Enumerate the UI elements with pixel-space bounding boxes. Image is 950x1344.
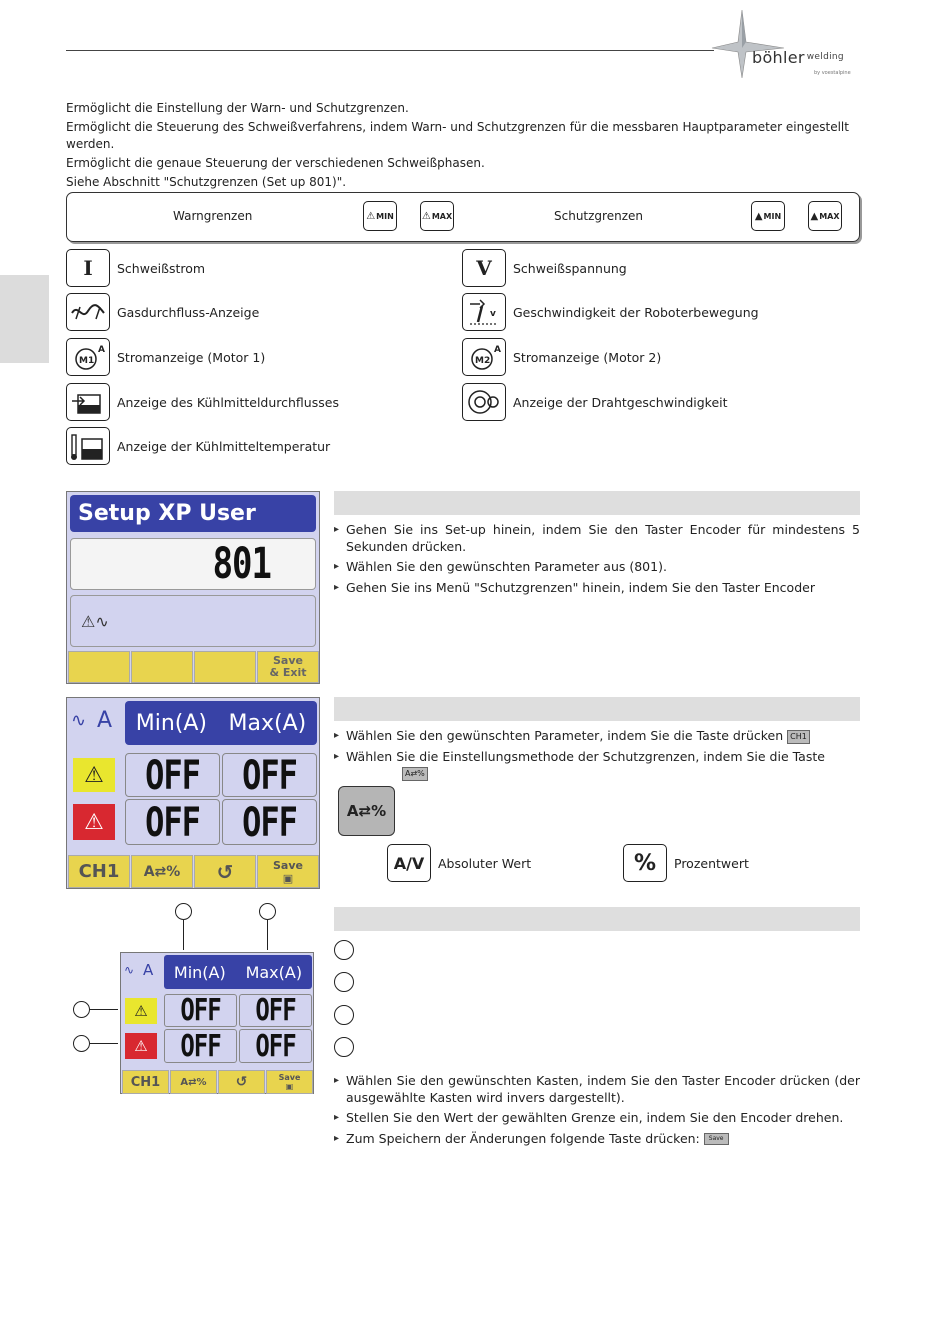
current-icon: I xyxy=(66,249,110,287)
warn-max-box[interactable]: OFF xyxy=(222,753,317,797)
param-label: Schweißstrom xyxy=(117,260,206,276)
param-coolant-flow xyxy=(66,383,339,421)
chapter-tab xyxy=(0,275,49,363)
warn-limits-label: Warngrenzen xyxy=(173,209,253,223)
param-wire-speed xyxy=(462,383,728,421)
lcd-setup-screen xyxy=(66,491,320,684)
svg-text:A: A xyxy=(98,345,105,355)
lcd-param-box xyxy=(70,595,316,647)
param-label: Stromanzeige (Motor 2) xyxy=(513,349,662,365)
min-label: Min(A) xyxy=(135,710,208,736)
prot-max-box[interactable]: OFF xyxy=(239,1029,312,1063)
header-rule xyxy=(66,50,714,51)
lcd-value-box xyxy=(70,538,316,590)
step3-item: ▸ Wählen Sie den gewünschten Kasten, indem Sie den Taster Encoder drücken (der ausgewählte Kasten wird invers dargestellt). xyxy=(334,1073,860,1106)
absolute-value-icon: A/V xyxy=(387,844,431,882)
param-label: Gasdurchfluss-Anzeige xyxy=(117,304,260,320)
legend-circle xyxy=(334,1037,354,1057)
warn-max-icon: ⚠ MAX xyxy=(420,201,454,231)
param-motor1 xyxy=(66,338,265,376)
prot-max-icon: ▲ MAX xyxy=(808,201,842,231)
coolant-flow-icon xyxy=(66,383,110,421)
lcd-title: Setup XP User xyxy=(70,495,316,532)
callout-line xyxy=(90,1043,118,1044)
a-percent-key-icon: A⇄% xyxy=(402,767,428,781)
step3-item: ▸ Zum Speichern der Änderungen folgende Taste drücken: Save xyxy=(334,1131,860,1148)
ch1-key-icon: CH1 xyxy=(787,730,810,744)
prot-limits-label: Schutzgrenzen xyxy=(554,209,643,223)
bohler-logo xyxy=(706,8,876,80)
undo-icon[interactable]: ↺ xyxy=(194,855,256,888)
brand-suffix: welding xyxy=(806,52,844,62)
gas-flow-icon: ∿ xyxy=(71,710,87,731)
prot-min-box[interactable]: OFF xyxy=(164,1029,237,1063)
param-coolant-temp xyxy=(66,427,330,465)
motor1-icon xyxy=(66,338,110,376)
step1-list xyxy=(334,522,860,600)
param-gas-flow xyxy=(66,293,259,331)
step2-item: ▸ Wählen Sie den gewünschten Parameter, indem Sie die Taste drücken CH1 xyxy=(334,728,860,745)
param-label: Schweißspannung xyxy=(513,260,627,276)
coolant-temp-icon xyxy=(66,427,110,465)
limits-legend xyxy=(66,192,860,242)
warning-icon: ⚠ xyxy=(73,758,115,792)
step3-list xyxy=(334,1073,860,1151)
svg-text:A: A xyxy=(494,345,501,355)
lcd-header: Min(A) Max(A) xyxy=(164,955,312,989)
warn-max-box[interactable]: OFF xyxy=(239,994,312,1027)
prot-min-box[interactable]: OFF xyxy=(125,799,220,845)
save-key-icon: Save xyxy=(704,1133,729,1145)
legend-circle xyxy=(334,940,354,960)
param-label: Anzeige der Drahtgeschwindigkeit xyxy=(513,394,728,410)
step1-item: ▸ Gehen Sie ins Menü "Schutzgrenzen" hinein, indem Sie den Taster Encoder xyxy=(334,580,860,597)
warning-icon: ⚠ xyxy=(125,998,157,1024)
wire-speed-icon xyxy=(462,383,506,421)
floppy-icon: ▣ xyxy=(282,871,294,885)
absolute-value-label: Absoluter Wert xyxy=(438,856,532,871)
legend-circle xyxy=(334,1005,354,1025)
intro-line: Siehe Abschnitt "Schutzgrenzen (Set up 801)". xyxy=(66,175,347,189)
percent-value-label: Prozentwert xyxy=(674,856,749,871)
lcd-limits-screen xyxy=(66,697,320,889)
param-label: Stromanzeige (Motor 1) xyxy=(117,349,266,365)
param-motor2 xyxy=(462,338,661,376)
gas-flow-icon: ∿ xyxy=(124,963,135,977)
callout-line xyxy=(267,920,268,950)
lcd-unit: A xyxy=(97,708,113,733)
lcd-header xyxy=(125,701,317,745)
alarm-icon: ⚠ xyxy=(125,1033,157,1059)
svg-text:M2: M2 xyxy=(475,356,491,366)
param-label: Anzeige der Kühlmitteltemperatur xyxy=(117,438,331,454)
alarm-icon: ⚠ xyxy=(73,804,115,840)
prot-max-box[interactable]: OFF xyxy=(222,799,317,845)
step1-item: ▸ Wählen Sie den gewünschten Parameter aus (801). xyxy=(334,559,860,576)
a-percent-button[interactable]: A⇄% xyxy=(170,1070,217,1094)
svg-text:M1: M1 xyxy=(79,356,95,366)
section-bar-1 xyxy=(334,491,860,515)
callout-circle xyxy=(259,903,276,920)
intro-line: Ermöglicht die Steuerung des Schweißverfahrens, indem Warn- und Schutzgrenzen für die messbaren Hauptparameter eingestellt werden. xyxy=(66,120,849,151)
softkey-2[interactable] xyxy=(131,651,193,683)
param-label: Geschwindigkeit der Roboterbewegung xyxy=(513,304,759,320)
undo-icon[interactable]: ↺ xyxy=(218,1070,265,1094)
callout-circle xyxy=(73,1035,90,1052)
callout-line xyxy=(183,920,184,950)
ch1-button[interactable]: CH1 xyxy=(68,855,130,888)
intro-text xyxy=(66,100,860,193)
warning-gas-icon: ⚠∿ xyxy=(81,612,109,631)
lcd-value: 801 xyxy=(212,539,271,589)
percent-value-icon: % xyxy=(623,844,667,882)
softkey-3[interactable] xyxy=(194,651,256,683)
motor2-icon xyxy=(462,338,506,376)
brand-sub: by voestalpine xyxy=(814,70,851,76)
intro-line: Ermöglicht die genaue Steuerung der verschiedenen Schweißphasen. xyxy=(66,156,485,170)
star-icon xyxy=(706,8,786,80)
legend-circle xyxy=(334,972,354,992)
save-button[interactable]: Save ▣ xyxy=(266,1070,313,1094)
save-button[interactable]: Save ▣ xyxy=(257,855,319,888)
callout-circle xyxy=(73,1001,90,1018)
section-bar-3 xyxy=(334,907,860,931)
step3-item: ▸ Stellen Sie den Wert der gewählten Grenze ein, indem Sie den Encoder drehen. xyxy=(334,1110,860,1127)
warn-min-box[interactable]: OFF xyxy=(164,994,237,1027)
param-label: Anzeige des Kühlmitteldurchflusses xyxy=(117,394,339,410)
svg-text:v: v xyxy=(490,309,496,319)
max-label: Max(A) xyxy=(228,710,307,736)
step2-item: ▸ Wählen Sie die Einstellungsmethode der Schutzgrenzen, indem Sie die Taste A⇄% xyxy=(334,749,860,782)
floppy-icon: ▣ xyxy=(285,1082,294,1091)
gas-flow-icon xyxy=(66,293,110,331)
a-percent-big-key: A⇄% xyxy=(338,786,395,836)
ch1-button[interactable]: CH1 xyxy=(122,1070,169,1094)
step1-item: ▸ Gehen Sie ins Set-up hinein, indem Sie den Taster Encoder für mindestens 5 Sekunden drücken. xyxy=(334,522,860,555)
lcd-limits-screen-small xyxy=(120,952,314,1094)
softkey-1[interactable] xyxy=(68,651,130,683)
prot-min-icon: ▲ MIN xyxy=(751,201,785,231)
save-exit-button[interactable]: Save & Exit xyxy=(257,651,319,683)
brand-name: böhler xyxy=(752,48,805,67)
warn-min-box[interactable]: OFF xyxy=(125,753,220,797)
step2-list xyxy=(334,728,860,786)
section-bar-2 xyxy=(334,697,860,721)
callout-circle xyxy=(175,903,192,920)
param-current xyxy=(66,249,205,287)
param-voltage xyxy=(462,249,627,287)
lcd-unit: A xyxy=(143,961,154,979)
voltage-icon: V xyxy=(462,249,506,287)
param-robot-speed xyxy=(462,293,759,331)
warn-min-icon: ⚠ MIN xyxy=(363,201,397,231)
robot-speed-icon xyxy=(462,293,506,331)
a-percent-button[interactable]: A⇄% xyxy=(131,855,193,888)
intro-line: Ermöglicht die Einstellung der Warn- und Schutzgrenzen. xyxy=(66,101,409,115)
callout-line xyxy=(90,1009,118,1010)
